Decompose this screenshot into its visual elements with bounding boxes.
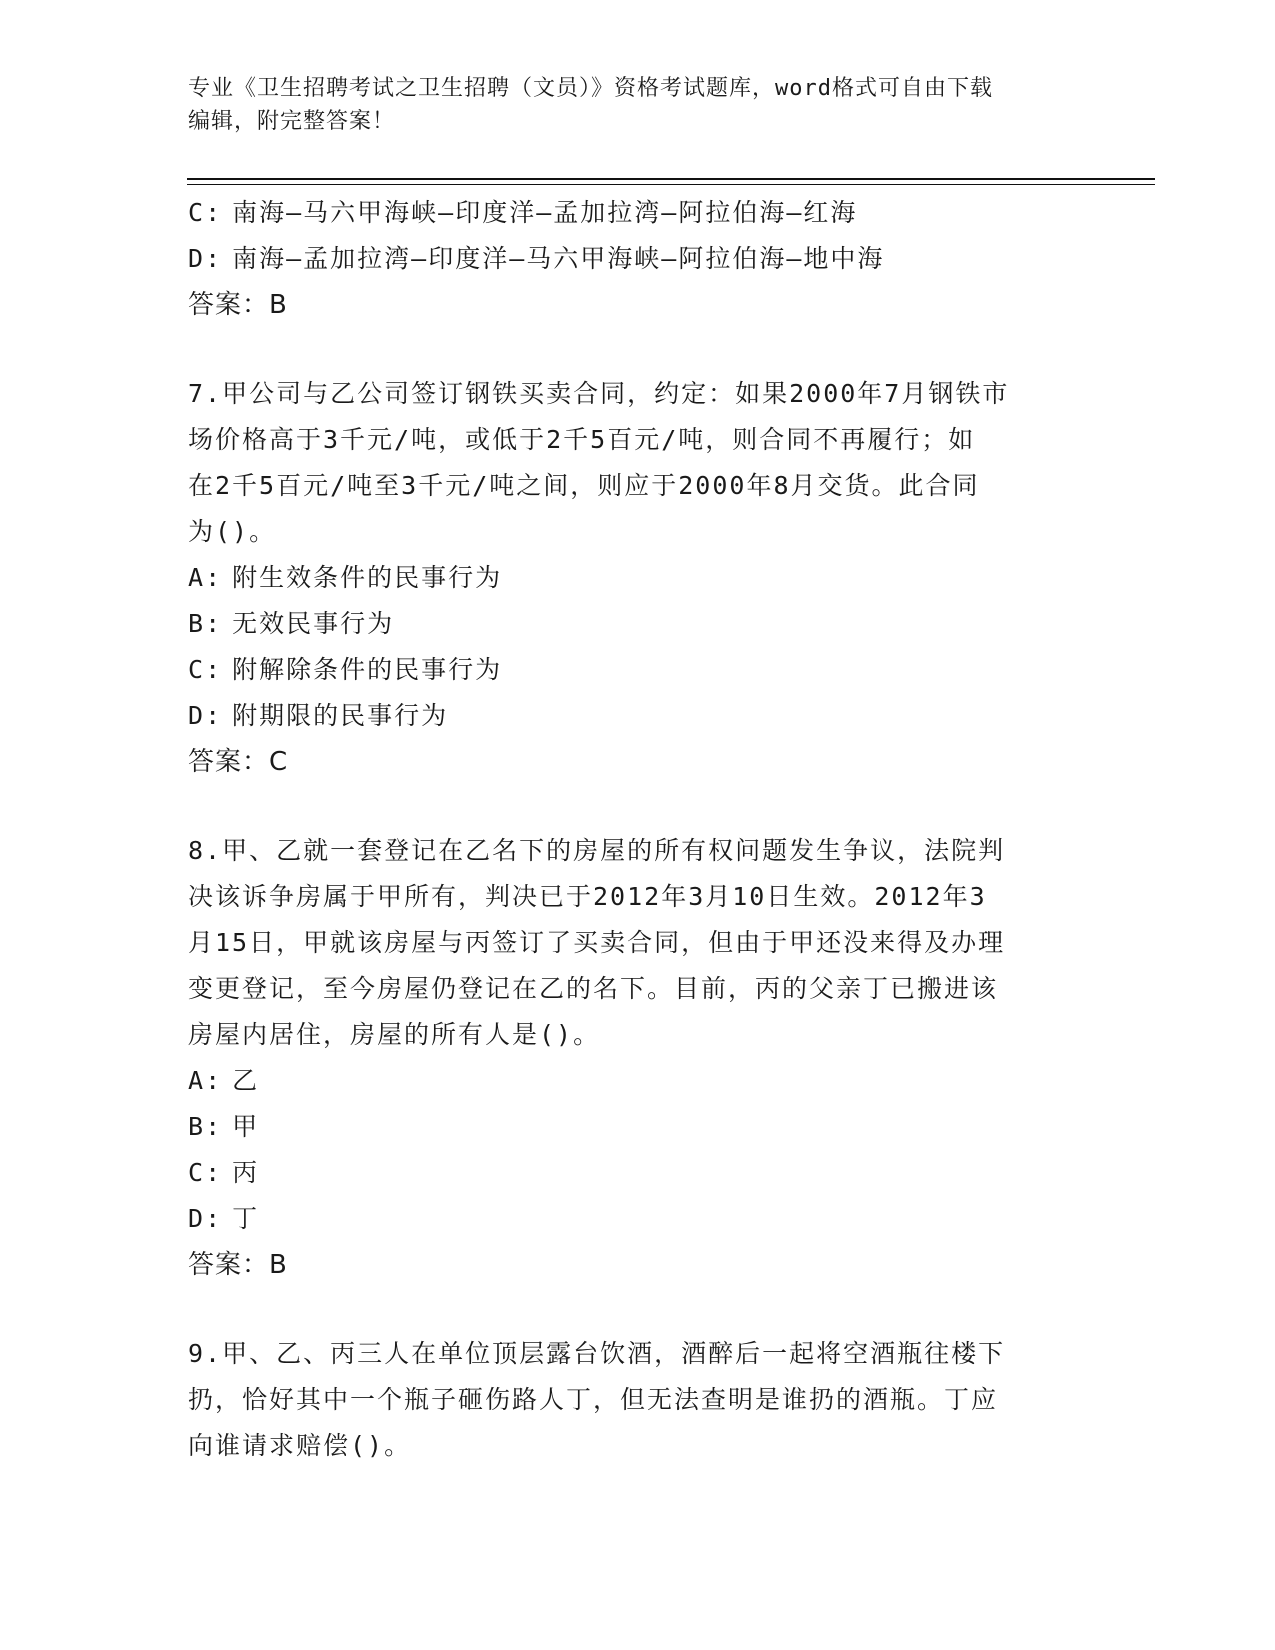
header-line-2: 编辑，附完整答案！ bbox=[188, 109, 396, 134]
option-key: D bbox=[188, 1204, 206, 1233]
option-text: 甲 bbox=[232, 1112, 260, 1141]
option-text: 附解除条件的民事行为 bbox=[232, 655, 503, 684]
question-stem-line: 7.甲公司与乙公司签订钢铁买卖合同，约定：如果2000年7月钢铁市 bbox=[188, 379, 1010, 408]
option-a: A: 乙 bbox=[188, 1066, 260, 1095]
option-key: C bbox=[188, 1158, 206, 1187]
option-text: 附期限的民事行为 bbox=[232, 701, 449, 730]
option-key: C bbox=[188, 655, 206, 684]
question-stem-line: 房屋内居住，房屋的所有人是()。 bbox=[188, 1020, 601, 1049]
question-stem-line: 扔，恰好其中一个瓶子砸伤路人丁，但无法查明是谁扔的酒瓶。丁应 bbox=[188, 1385, 999, 1414]
document-header bbox=[188, 72, 1068, 138]
option-key: B bbox=[188, 1112, 206, 1141]
option-text: 南海—孟加拉湾—印度洋—马六甲海峡—阿拉伯海—地中海 bbox=[232, 244, 885, 273]
option-text: 乙 bbox=[232, 1066, 260, 1095]
header-rule-thick bbox=[187, 178, 1155, 180]
answer-line: 答案：B bbox=[188, 290, 288, 320]
option-text: 丙 bbox=[232, 1158, 260, 1187]
answer-line: 答案：B bbox=[188, 1250, 288, 1280]
option-text: 无效民事行为 bbox=[232, 609, 395, 638]
question-stem-line: 决该诉争房属于甲所有，判决已于2012年3月10日生效。2012年3 bbox=[188, 882, 987, 911]
option-b: B: 甲 bbox=[188, 1112, 260, 1141]
option-d: D: 南海—孟加拉湾—印度洋—马六甲海峡—阿拉伯海—地中海 bbox=[188, 244, 885, 273]
option-d: D: 附期限的民事行为 bbox=[188, 701, 449, 730]
option-key: D bbox=[188, 701, 206, 730]
option-key: C bbox=[188, 198, 206, 227]
option-key: A bbox=[188, 563, 206, 592]
option-c: C: 附解除条件的民事行为 bbox=[188, 655, 503, 684]
option-a: A: 附生效条件的民事行为 bbox=[188, 563, 503, 592]
question-stem-line: 为()。 bbox=[188, 517, 277, 546]
header-line-1: 专业《卫生招聘考试之卫生招聘（文员）》资格考试题库，word格式可自由下载 bbox=[188, 76, 993, 101]
header-rule-thin bbox=[187, 184, 1155, 185]
option-key: A bbox=[188, 1066, 206, 1095]
option-d: D: 丁 bbox=[188, 1204, 260, 1233]
question-stem-line: 8.甲、乙就一套登记在乙名下的房屋的所有权问题发生争议，法院判 bbox=[188, 836, 1006, 865]
question-6-continuation bbox=[188, 190, 1078, 328]
question-7 bbox=[188, 371, 1078, 785]
question-stem-line: 向谁请求赔偿()。 bbox=[188, 1431, 412, 1460]
question-9 bbox=[188, 1331, 1078, 1469]
question-stem-line: 场价格高于3千元/吨，或低于2千5百元/吨，则合同不再履行；如 bbox=[188, 425, 976, 454]
question-stem-line: 9.甲、乙、丙三人在单位顶层露台饮酒，酒醉后一起将空酒瓶往楼下 bbox=[188, 1339, 1006, 1368]
option-c: C: 南海—马六甲海峡—印度洋—孟加拉湾—阿拉伯海—红海 bbox=[188, 198, 858, 227]
question-stem-line: 在2千5百元/吨至3千元/吨之间，则应于2000年8月交货。此合同 bbox=[188, 471, 980, 500]
option-text: 丁 bbox=[232, 1204, 260, 1233]
option-text: 南海—马六甲海峡—印度洋—孟加拉湾—阿拉伯海—红海 bbox=[232, 198, 858, 227]
question-8 bbox=[188, 828, 1078, 1288]
question-stem-line: 月15日，甲就该房屋与丙签订了买卖合同，但由于甲还没来得及办理 bbox=[188, 928, 1006, 957]
option-key: B bbox=[188, 609, 206, 638]
option-text: 附生效条件的民事行为 bbox=[232, 563, 503, 592]
option-key: D bbox=[188, 244, 206, 273]
option-c: C: 丙 bbox=[188, 1158, 260, 1187]
question-stem-line: 变更登记，至今房屋仍登记在乙的名下。目前，丙的父亲丁已搬进该 bbox=[188, 974, 999, 1003]
answer-line: 答案：C bbox=[188, 747, 289, 777]
option-b: B: 无效民事行为 bbox=[188, 609, 395, 638]
document-body bbox=[188, 190, 1078, 1469]
